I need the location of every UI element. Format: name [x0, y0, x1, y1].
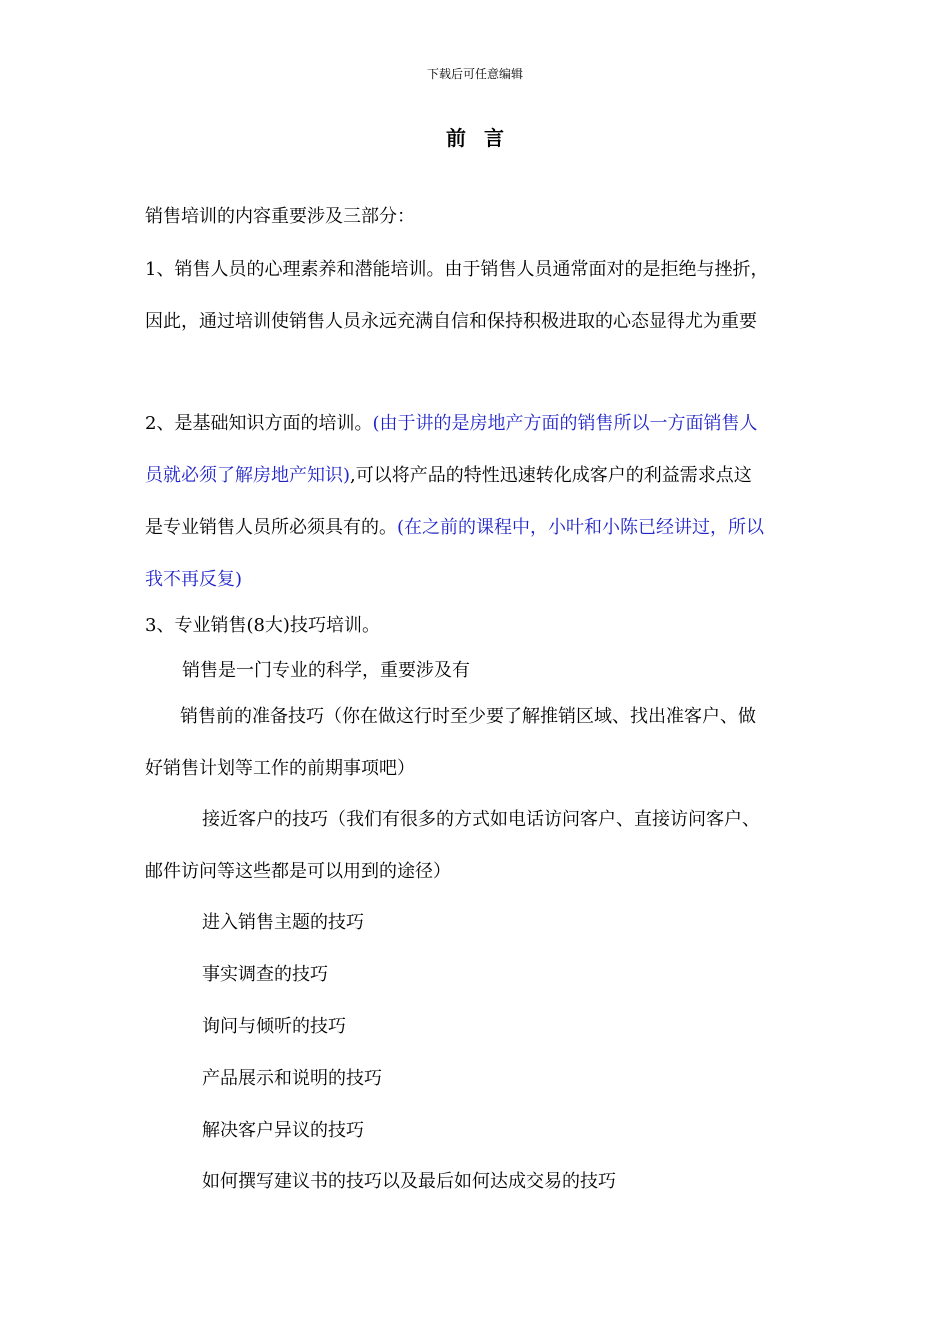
paragraph-2-text: 是专业销售人员所必须具有的。 — [145, 517, 397, 538]
skill-2-line-2: 邮件访问等这些都是可以用到的途径） — [145, 861, 451, 882]
intro-line: 销售培训的内容重要涉及三部分： — [145, 206, 415, 227]
skill-1-line-2: 好销售计划等工作的前期事项吧） — [145, 758, 415, 779]
skill-2-line-1: 接近客户的技巧（我们有很多的方式如电话访问客户、直接访问客户、 — [202, 809, 760, 830]
paragraph-2-highlight: (由于讲的是房地产方面的销售所以一方面销售人 — [372, 413, 758, 434]
paragraph-1-line-1: 1、销售人员的心理素养和潜能培训。由于销售人员通常面对的是拒绝与挫折， — [145, 259, 769, 280]
page-header: 下载后可任意编辑 — [426, 67, 523, 81]
skill-5: 询问与倾听的技巧 — [202, 1016, 346, 1037]
skill-1-line-1: 销售前的准备技巧（你在做这行时至少要了解推销区域、找出准客户、做 — [180, 706, 756, 727]
skill-6: 产品展示和说明的技巧 — [202, 1068, 382, 1089]
paragraph-2-text: ,可以将产品的特性迅速转化成客户的利益需求点这 — [350, 465, 752, 486]
skill-3: 进入销售主题的技巧 — [202, 912, 364, 933]
skill-4: 事实调查的技巧 — [202, 964, 328, 985]
paragraph-3-intro: 销售是一门专业的科学，重要涉及有 — [182, 660, 470, 681]
paragraph-1-line-2: 因此，通过培训使销售人员永远充满自信和保持积极进取的心态显得尤为重要 — [145, 311, 757, 332]
paragraph-2-highlight: (在之前的课程中，小叶和小陈已经讲过，所以 — [397, 517, 765, 538]
paragraph-2-highlight: 员就必须了解房地产知识) — [145, 465, 351, 486]
paragraph-2-text: 2、是基础知识方面的培训。 — [145, 413, 373, 434]
paragraph-2-line-4: 我不再反复) — [145, 569, 243, 590]
skill-7: 解决客户异议的技巧 — [202, 1120, 364, 1141]
paragraph-2-line-3 — [145, 514, 764, 542]
page-title: 前言 — [446, 126, 522, 150]
skill-8: 如何撰写建议书的技巧以及最后如何达成交易的技巧 — [202, 1171, 616, 1192]
paragraph-2-line-2 — [145, 462, 752, 490]
paragraph-3-heading: 3、专业销售(8大)技巧培训。 — [145, 615, 380, 636]
paragraph-2-line-1 — [145, 410, 757, 438]
